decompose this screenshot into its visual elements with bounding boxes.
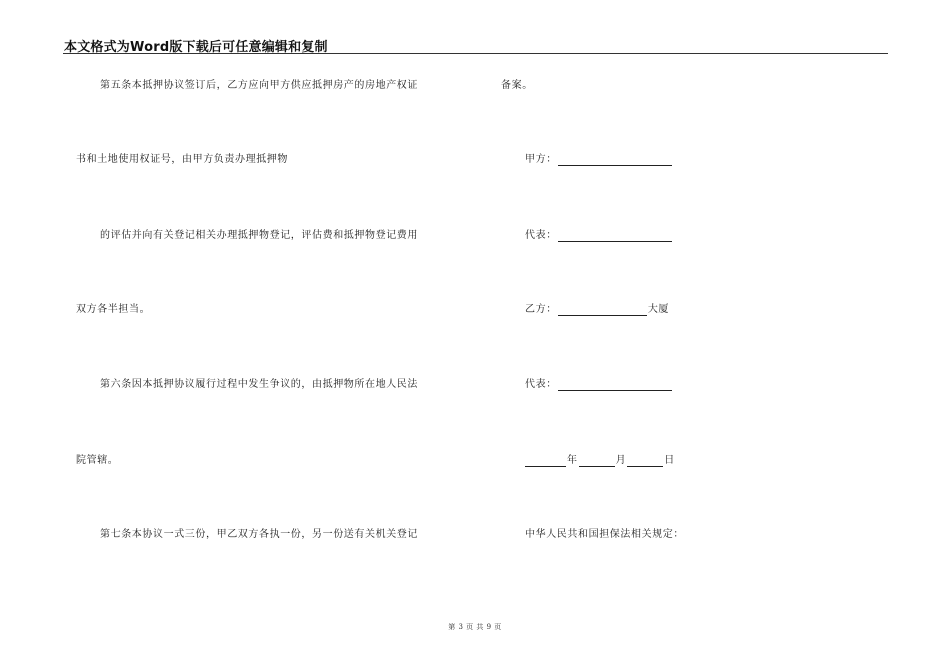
party-b-signature-row <box>525 304 669 316</box>
representative-2-label: 代表： <box>525 379 557 390</box>
party-a-signature-row <box>525 154 673 166</box>
page-number-footer: 第 3 页 共 9 页 <box>448 623 502 631</box>
right-line-beian: 备案。 <box>501 80 533 91</box>
party-a-blank-line <box>558 155 672 166</box>
date-month-label: 月 <box>615 455 627 466</box>
date-month-blank <box>579 456 615 467</box>
left-line-2: 书和土地使用权证号，由甲方负责办理抵押物 <box>76 154 288 165</box>
date-year-label: 年 <box>567 455 578 466</box>
representative-2-blank-line <box>558 380 672 391</box>
law-reference-line: 中华人民共和国担保法相关规定： <box>525 529 684 540</box>
left-line-1: 第五条本抵押协议签订后，乙方应向甲方供应抵押房产的房地产权证 <box>100 80 418 91</box>
representative-1-blank-line <box>558 231 672 242</box>
date-row <box>524 455 675 467</box>
left-line-5: 第六条因本抵押协议履行过程中发生争议的，由抵押物所在地人民法 <box>100 379 418 390</box>
representative-1-row <box>525 230 673 242</box>
party-b-blank-line <box>558 305 647 316</box>
party-a-label: 甲方： <box>525 154 557 165</box>
date-year-blank <box>525 456 566 467</box>
left-line-3: 的评估并向有关登记相关办理抵押物登记，评估费和抵押物登记费用 <box>100 230 418 241</box>
date-day-blank <box>627 456 663 467</box>
party-b-suffix: 大厦 <box>647 304 670 315</box>
left-line-6: 院管辖。 <box>76 455 119 466</box>
left-line-4: 双方各半担当。 <box>76 304 151 315</box>
date-day-label: 日 <box>664 455 675 466</box>
party-b-label: 乙方： <box>525 304 557 315</box>
representative-1-label: 代表： <box>525 230 557 241</box>
left-line-7: 第七条本协议一式三份，甲乙双方各执一份，另一份送有关机关登记 <box>100 529 418 540</box>
document-header-title: 本文格式为Word版下载后可任意编辑和复制 <box>64 40 328 55</box>
representative-2-row <box>525 379 673 391</box>
header-divider <box>63 53 888 54</box>
